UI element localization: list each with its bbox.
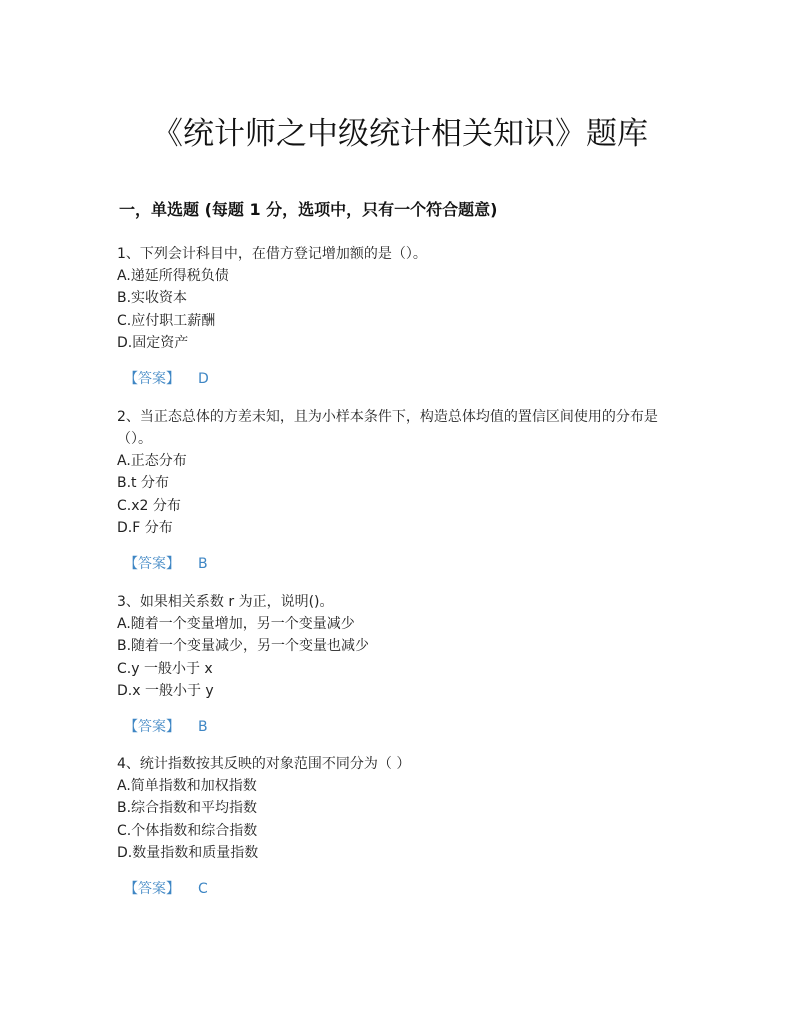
answer-line bbox=[117, 879, 687, 899]
question-stem: 4、统计指数按其反映的对象范围不同分为（ ） bbox=[117, 756, 411, 772]
option-b: B.综合指数和平均指数 bbox=[117, 800, 258, 817]
answer-line bbox=[117, 369, 687, 389]
answer-line bbox=[117, 717, 687, 737]
option-a: A.随着一个变量增加，另一个变量减少 bbox=[117, 616, 355, 632]
option-c: C.个体指数和综合指数 bbox=[117, 822, 258, 839]
document-title: 《统计师之中级统计相关知识》题库 bbox=[152, 116, 648, 152]
option-d: D.固定资产 bbox=[117, 335, 189, 352]
option-a: A.递延所得税负债 bbox=[117, 268, 229, 284]
question-2 bbox=[117, 406, 687, 574]
answer-label: 【答案】 bbox=[124, 370, 180, 387]
question-stem: 2、当正态总体的方差未知，且为小样本条件下，构造总体均值的置信区间使用的分布是（）。 bbox=[117, 409, 658, 447]
answer-value: B bbox=[198, 555, 208, 572]
option-b: B.t 分布 bbox=[117, 475, 169, 492]
question-stem: 3、如果相关系数 r 为正，说明()。 bbox=[117, 594, 334, 610]
question-1 bbox=[117, 243, 687, 389]
question-stem: 1、下列会计科目中，在借方登记增加额的是（）。 bbox=[117, 246, 427, 262]
option-b: B.实收资本 bbox=[117, 290, 188, 307]
question-3 bbox=[117, 591, 687, 737]
option-b: B.随着一个变量减少，另一个变量也减少 bbox=[117, 638, 370, 655]
option-a: A.简单指数和加权指数 bbox=[117, 778, 257, 794]
answer-label: 【答案】 bbox=[124, 555, 180, 572]
answer-value: D bbox=[198, 370, 209, 387]
option-d: D.数量指数和质量指数 bbox=[117, 845, 259, 862]
option-c: C.应付职工薪酬 bbox=[117, 312, 216, 329]
option-c: C.y 一般小于 x bbox=[117, 660, 213, 677]
answer-label: 【答案】 bbox=[124, 880, 180, 897]
section-heading: 一，单选题 (每题 1 分，选项中，只有一个符合题意) bbox=[119, 200, 498, 219]
answer-value: C bbox=[198, 880, 208, 897]
option-a: A.正态分布 bbox=[117, 453, 187, 469]
option-d: D.x 一般小于 y bbox=[117, 683, 214, 700]
answer-line bbox=[117, 554, 687, 574]
option-d: D.F 分布 bbox=[117, 520, 173, 537]
answer-value: B bbox=[198, 718, 208, 735]
option-c: C.x2 分布 bbox=[117, 497, 181, 514]
question-4 bbox=[117, 753, 687, 899]
answer-label: 【答案】 bbox=[124, 718, 180, 735]
